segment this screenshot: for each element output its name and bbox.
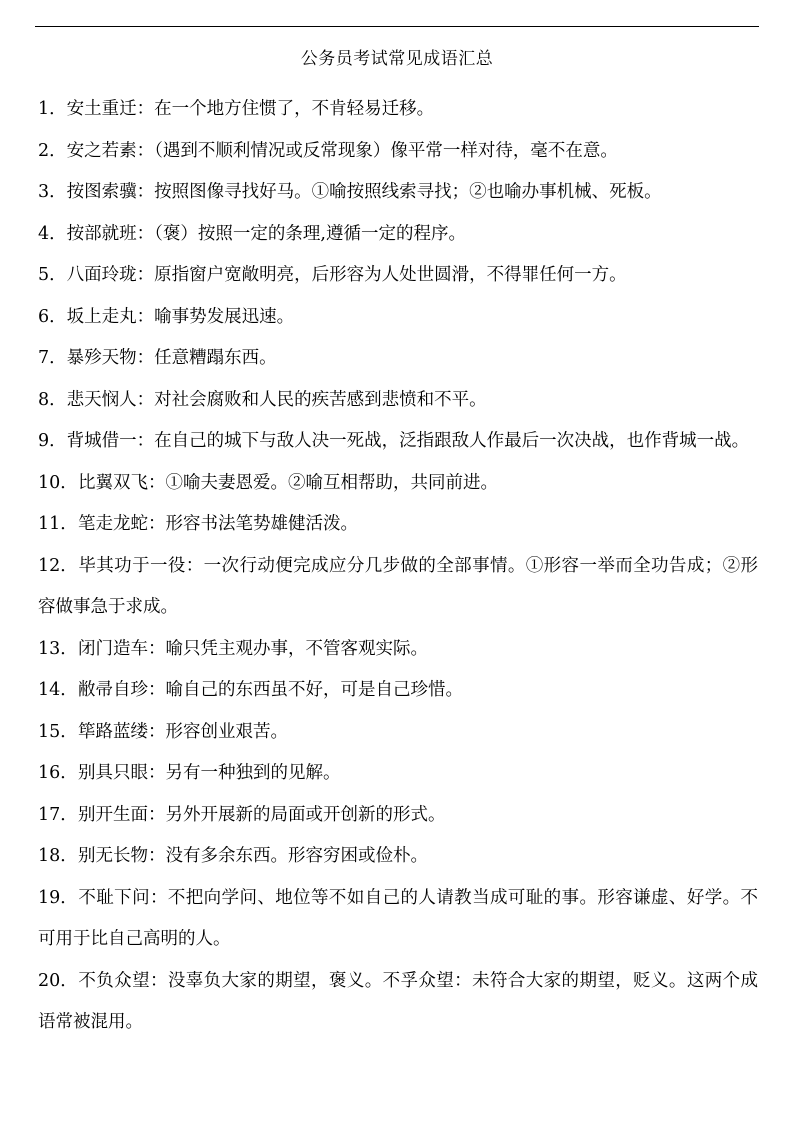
item-text: 背城借一：在自己的城下与敌人决一死战，泛指跟敌人作最后一次决战，也作背城一战。 [66, 431, 750, 451]
list-item [38, 380, 758, 422]
item-number: 10． [38, 472, 78, 493]
list-item [38, 463, 758, 505]
item-number: 2． [38, 140, 67, 161]
item-number: 9． [38, 431, 67, 451]
list-item [38, 131, 758, 173]
item-text: 安之若素：（遇到不顺利情况或反常现象）像平常一样对待，毫不在意。 [66, 140, 618, 161]
item-number: 12． [38, 555, 78, 576]
item-number: 14． [38, 680, 78, 700]
item-number: 11． [38, 514, 78, 534]
item-number: 13． [38, 638, 78, 659]
item-number: 5． [38, 265, 67, 285]
header-rule [35, 26, 759, 27]
list-item [38, 670, 758, 712]
item-number: 16． [38, 763, 78, 783]
list-item [38, 836, 758, 878]
item-text: 笔走龙蛇：形容书法笔势雄健活泼。 [78, 514, 358, 534]
item-number: 7． [38, 348, 67, 368]
item-text: 比翼双飞：①喻夫妻恩爱。②喻互相帮助，共同前进。 [78, 472, 498, 493]
item-text: 筚路蓝缕：形容创业艰苦。 [78, 721, 288, 742]
item-text: 不负众望：没辜负大家的期望，褒义。不孚众望：未符合大家的期望，贬义。这两个成语常被混用。 [38, 970, 758, 1032]
list-item [38, 297, 758, 339]
item-text: 按图索骥：按照图像寻找好马。①喻按照线索寻找；②也喻办事机械、死板。 [66, 182, 662, 202]
item-number: 8． [38, 389, 67, 410]
list-item [38, 753, 758, 795]
item-text: 按部就班：（褒）按照一定的条理,遵循一定的程序。 [66, 223, 466, 244]
item-text: 暴殄天物：任意糟蹋东西。 [66, 348, 277, 368]
list-item [38, 255, 758, 297]
idiom-list [38, 89, 758, 1044]
item-number: 15． [38, 721, 78, 742]
list-item [38, 89, 758, 131]
list-item [38, 546, 758, 629]
item-number: 4． [38, 223, 67, 244]
item-number: 3． [38, 182, 67, 202]
list-item [38, 878, 758, 961]
item-number: 18． [38, 846, 78, 866]
document-title: 公务员考试常见成语汇总 [300, 49, 494, 69]
item-text: 敝帚自珍：喻自己的东西虽不好，可是自己珍惜。 [78, 680, 463, 700]
item-text: 毕其功于一役：一次行动便完成应分几步做的全部事情。①形容一举而全功告成；②形容做事急于求成。 [38, 555, 758, 617]
item-text: 别开生面：另外开展新的局面或开创新的形式。 [78, 804, 446, 825]
item-text: 闭门造车：喻只凭主观办事，不管客观实际。 [78, 638, 428, 659]
item-text: 八面玲珑：原指窗户宽敞明亮，后形容为人处世圆滑，不得罪任何一方。 [66, 265, 627, 285]
item-text: 不耻下问：不把向学问、地位等不如自己的人请教当成可耻的事。形容谦虚、好学。不可用于比自己高明的人。 [38, 887, 758, 949]
list-item [38, 712, 758, 754]
item-number: 19． [38, 887, 78, 908]
item-text: 别无长物：没有多余东西。形容穷困或俭朴。 [78, 846, 428, 866]
list-item [38, 338, 758, 380]
item-number: 1． [38, 99, 67, 119]
item-number: 6． [38, 306, 67, 327]
item-text: 坂上走丸：喻事势发展迅速。 [66, 306, 295, 327]
list-item [38, 421, 758, 463]
item-text: 悲天悯人：对社会腐败和人民的疾苦感到悲愤和不平。 [66, 389, 487, 410]
list-item [38, 795, 758, 837]
list-item [38, 629, 758, 671]
list-item [38, 961, 758, 1044]
item-number: 17． [38, 804, 78, 825]
item-text: 别具只眼：另有一种独到的见解。 [78, 763, 341, 783]
list-item [38, 172, 758, 214]
list-item [38, 214, 758, 256]
list-item [38, 504, 758, 546]
item-text: 安土重迁：在一个地方住惯了，不肯轻易迁移。 [66, 99, 435, 119]
item-number: 20． [38, 970, 78, 991]
